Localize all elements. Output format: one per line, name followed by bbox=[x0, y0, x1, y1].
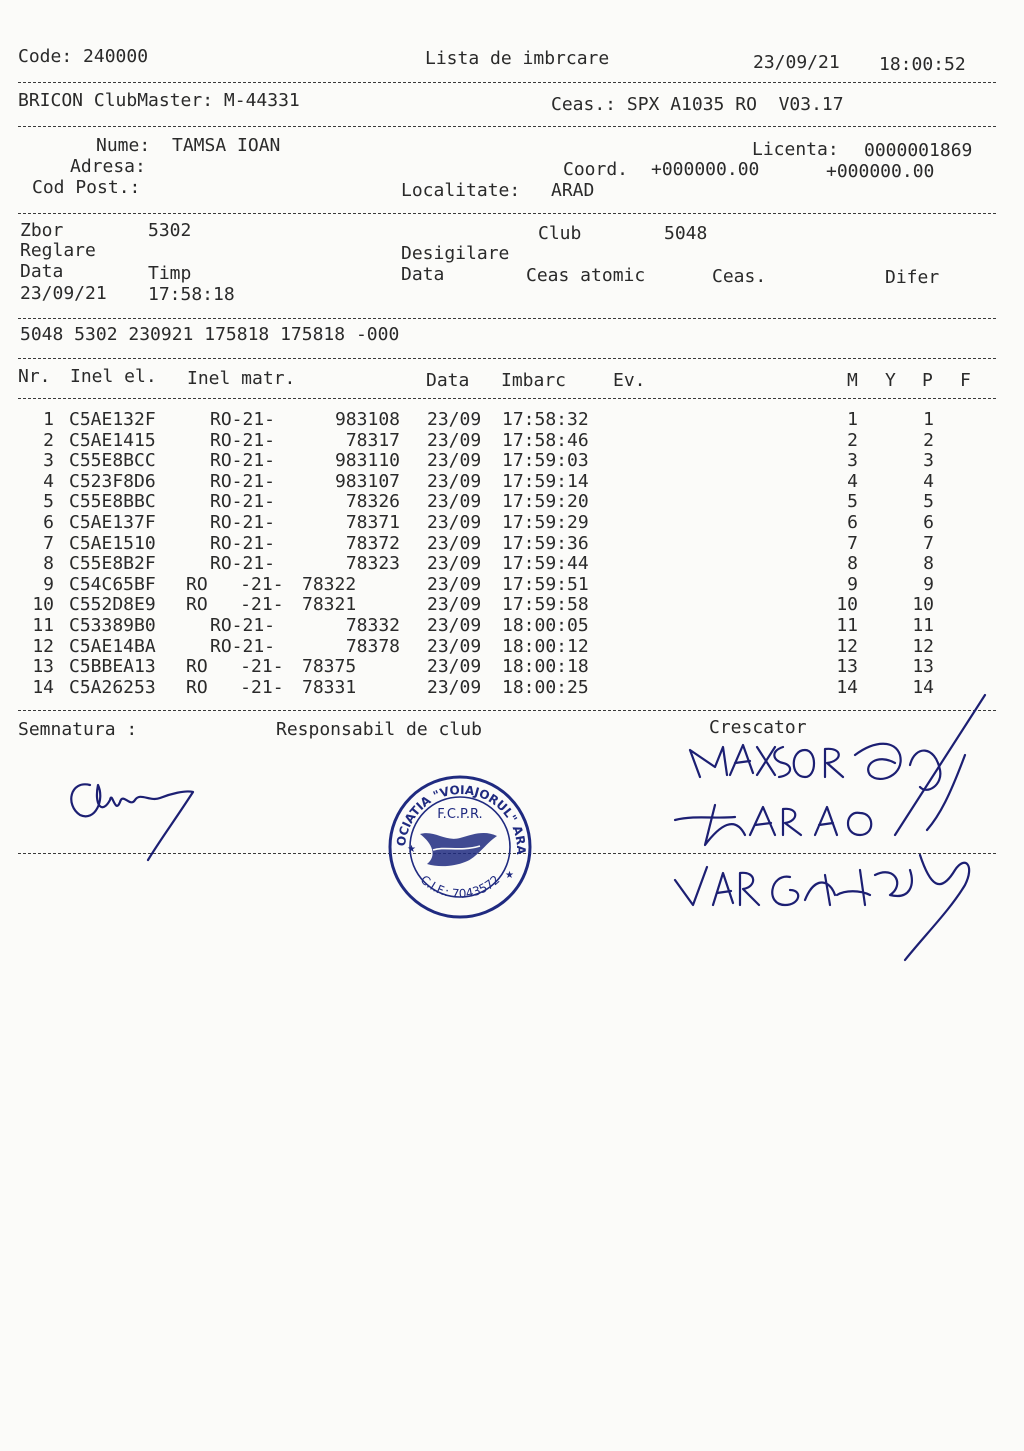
row-number: 5 bbox=[43, 491, 54, 512]
ring-number: 78371 bbox=[345, 512, 400, 533]
col-header-imbarc: Imbarc bbox=[501, 370, 567, 391]
row-number: 10 bbox=[32, 594, 54, 615]
difer-label: Difer bbox=[885, 267, 940, 288]
row-number: 12 bbox=[32, 636, 54, 657]
row-number: 14 bbox=[32, 677, 54, 698]
row-number: 7 bbox=[43, 533, 54, 554]
col-header-p: P bbox=[922, 370, 933, 391]
col-p-value: 5 bbox=[923, 491, 934, 512]
col-p-value: 11 bbox=[912, 615, 934, 636]
divider bbox=[18, 358, 996, 359]
col-header-data: Data bbox=[426, 370, 470, 391]
code-label: Code: 240000 bbox=[18, 46, 149, 67]
arrival-date: 23/09 bbox=[427, 656, 482, 677]
zbor-value: 5302 bbox=[148, 220, 192, 241]
arrival-time: 17:59:51 bbox=[502, 574, 589, 595]
ring-electronic: C5A26253 bbox=[69, 677, 156, 698]
ring-electronic: C5AE1415 bbox=[69, 430, 156, 451]
zbor-label: Zbor bbox=[20, 220, 64, 241]
arrival-time: 17:59:36 bbox=[502, 533, 589, 554]
col-m-value: 9 bbox=[847, 574, 858, 595]
col-p-value: 8 bbox=[923, 553, 934, 574]
col-p-value: 4 bbox=[923, 471, 934, 492]
col-header-nr: Nr. bbox=[18, 366, 51, 387]
ring-number: 983108 bbox=[334, 409, 400, 430]
ring-prefix: RO-21- bbox=[210, 512, 276, 533]
ring-number: 983110 bbox=[334, 450, 400, 471]
ring-number: 983107 bbox=[334, 471, 400, 492]
document-title: Lista de imbrcare bbox=[425, 48, 610, 69]
arrival-time: 17:58:32 bbox=[502, 409, 589, 430]
arrival-time: 17:59:44 bbox=[502, 553, 589, 574]
reglare-date: 23/09/21 bbox=[20, 283, 107, 304]
club-label: Club bbox=[538, 223, 582, 244]
arrival-date: 23/09 bbox=[427, 430, 482, 451]
club-value: 5048 bbox=[664, 223, 708, 244]
ring-electronic: C55E8BCC bbox=[69, 450, 156, 471]
club-responsible-label: Responsabil de club bbox=[276, 719, 482, 740]
ring-number: 78317 bbox=[345, 430, 400, 451]
name-label: Nume: bbox=[96, 135, 151, 156]
license-label: Licenta: bbox=[752, 139, 839, 160]
stamp-center-text: F.C.P.R. bbox=[437, 807, 483, 822]
summary-line: 5048 5302 230921 175818 175818 -000 bbox=[20, 324, 400, 345]
ring-prefix: RO-21- bbox=[210, 636, 276, 657]
ring-prefix: RO -21- bbox=[186, 574, 284, 595]
ring-prefix: RO-21- bbox=[210, 615, 276, 636]
arrival-time: 18:00:25 bbox=[502, 677, 589, 698]
ring-number: 78332 bbox=[345, 615, 400, 636]
divider bbox=[18, 126, 996, 127]
arrival-time: 17:59:03 bbox=[502, 450, 589, 471]
col-p-value: 14 bbox=[912, 677, 934, 698]
col-p-value: 10 bbox=[912, 594, 934, 615]
breeder-label: Crescator bbox=[709, 717, 807, 738]
arrival-time: 17:59:58 bbox=[502, 594, 589, 615]
arrival-date: 23/09 bbox=[427, 450, 482, 471]
signature-label: Semnatura : bbox=[18, 719, 138, 740]
row-number: 13 bbox=[32, 656, 54, 677]
svg-text:★: ★ bbox=[505, 870, 514, 881]
svg-text:★: ★ bbox=[407, 844, 416, 855]
header-date: 23/09/21 bbox=[753, 52, 840, 73]
ring-electronic: C5AE137F bbox=[69, 512, 156, 533]
arrival-time: 17:59:29 bbox=[502, 512, 589, 533]
ring-electronic: C523F8D6 bbox=[69, 471, 156, 492]
address-label: Adresa: bbox=[70, 156, 146, 177]
col-m-value: 13 bbox=[836, 656, 858, 677]
stamp-top-text: ASOCIATIA "VOIAJORUL" ARAD bbox=[380, 761, 529, 855]
divider bbox=[18, 82, 996, 83]
ring-electronic: C54C65BF bbox=[69, 574, 156, 595]
divider bbox=[18, 318, 996, 319]
breeder-handwriting bbox=[665, 695, 1000, 965]
ring-prefix: RO-21- bbox=[210, 409, 276, 430]
col-header-y: Y bbox=[885, 370, 896, 391]
system-label: BRICON ClubMaster: M-44331 bbox=[18, 90, 300, 111]
ring-number: 78375 bbox=[302, 656, 357, 677]
col-p-value: 12 bbox=[912, 636, 934, 657]
clock-label: Ceas.: SPX A1035 RO V03.17 bbox=[551, 94, 844, 115]
ring-prefix: RO -21- bbox=[186, 656, 284, 677]
stamp-bottom-text: C.I.F.: 7043572 bbox=[417, 872, 503, 901]
ring-number: 78326 bbox=[345, 491, 400, 512]
col-m-value: 11 bbox=[836, 615, 858, 636]
arrival-date: 23/09 bbox=[427, 615, 482, 636]
coord-y: +000000.00 bbox=[826, 161, 935, 182]
col-m-value: 14 bbox=[836, 677, 858, 698]
arrival-time: 17:58:46 bbox=[502, 430, 589, 451]
col-header-m: M bbox=[847, 370, 858, 391]
postcode-label: Cod Post.: bbox=[32, 177, 141, 198]
ring-number: 78378 bbox=[345, 636, 400, 657]
arrival-date: 23/09 bbox=[427, 471, 482, 492]
col-header-inel-el: Inel el. bbox=[70, 366, 157, 387]
col-m-value: 1 bbox=[847, 409, 858, 430]
arrival-time: 18:00:12 bbox=[502, 636, 589, 657]
ring-prefix: RO-21- bbox=[210, 471, 276, 492]
row-number: 4 bbox=[43, 471, 54, 492]
ring-electronic: C55E8B2F bbox=[69, 553, 156, 574]
signature-scribble bbox=[60, 760, 210, 870]
ring-prefix: RO-21- bbox=[210, 430, 276, 451]
reglare-label: Reglare bbox=[20, 240, 96, 261]
timp-label: Timp bbox=[148, 263, 192, 284]
divider bbox=[18, 213, 996, 214]
ring-prefix: RO-21- bbox=[210, 450, 276, 471]
col-m-value: 7 bbox=[847, 533, 858, 554]
arrival-date: 23/09 bbox=[427, 512, 482, 533]
ceas-label: Ceas. bbox=[712, 266, 767, 287]
ring-number: 78372 bbox=[345, 533, 400, 554]
row-number: 2 bbox=[43, 430, 54, 451]
arrival-date: 23/09 bbox=[427, 553, 482, 574]
col-header-ev: Ev. bbox=[613, 370, 646, 391]
arrival-time: 18:00:05 bbox=[502, 615, 589, 636]
col-header-f: F bbox=[960, 370, 971, 391]
locality-value: ARAD bbox=[551, 180, 595, 201]
col-m-value: 10 bbox=[836, 594, 858, 615]
col-p-value: 13 bbox=[912, 656, 934, 677]
coord-label: Coord. bbox=[563, 159, 629, 180]
data2-label: Data bbox=[401, 264, 445, 285]
ring-electronic: C5AE132F bbox=[69, 409, 156, 430]
arrival-date: 23/09 bbox=[427, 409, 482, 430]
ring-prefix: RO -21- bbox=[186, 594, 284, 615]
arrival-date: 23/09 bbox=[427, 491, 482, 512]
col-p-value: 2 bbox=[923, 430, 934, 451]
arrival-date: 23/09 bbox=[427, 533, 482, 554]
col-m-value: 4 bbox=[847, 471, 858, 492]
ring-electronic: C552D8E9 bbox=[69, 594, 156, 615]
coord-x: +000000.00 bbox=[651, 159, 760, 180]
row-number: 6 bbox=[43, 512, 54, 533]
license-value: 0000001869 bbox=[864, 140, 973, 161]
locality-label: Localitate: bbox=[401, 180, 521, 201]
col-p-value: 1 bbox=[923, 409, 934, 430]
col-m-value: 5 bbox=[847, 491, 858, 512]
col-p-value: 7 bbox=[923, 533, 934, 554]
ring-number: 78322 bbox=[302, 574, 357, 595]
row-number: 9 bbox=[43, 574, 54, 595]
col-m-value: 12 bbox=[836, 636, 858, 657]
ceas-atomic-label: Ceas atomic bbox=[526, 265, 646, 286]
club-stamp bbox=[380, 761, 535, 922]
row-number: 8 bbox=[43, 553, 54, 574]
col-m-value: 3 bbox=[847, 450, 858, 471]
arrival-date: 23/09 bbox=[427, 594, 482, 615]
header-time: 18:00:52 bbox=[879, 54, 966, 75]
col-header-inel-matr: Inel matr. bbox=[187, 368, 296, 389]
ring-electronic: C5AE14BA bbox=[69, 636, 156, 657]
col-m-value: 2 bbox=[847, 430, 858, 451]
data-label: Data bbox=[20, 261, 64, 282]
ring-prefix: RO -21- bbox=[186, 677, 284, 698]
arrival-time: 18:00:18 bbox=[502, 656, 589, 677]
col-m-value: 8 bbox=[847, 553, 858, 574]
desigilare-label: Desigilare bbox=[401, 243, 510, 264]
ring-number: 78321 bbox=[302, 594, 357, 615]
ring-electronic: C5AE1510 bbox=[69, 533, 156, 554]
row-number: 11 bbox=[32, 615, 54, 636]
ring-number: 78331 bbox=[302, 677, 357, 698]
ring-prefix: RO-21- bbox=[210, 553, 276, 574]
name-value: TAMSA IOAN bbox=[172, 135, 281, 156]
ring-prefix: RO-21- bbox=[210, 491, 276, 512]
col-m-value: 6 bbox=[847, 512, 858, 533]
arrival-date: 23/09 bbox=[427, 677, 482, 698]
arrival-date: 23/09 bbox=[427, 574, 482, 595]
col-p-value: 9 bbox=[923, 574, 934, 595]
col-p-value: 6 bbox=[923, 512, 934, 533]
arrival-time: 17:59:14 bbox=[502, 471, 589, 492]
ring-electronic: C53389B0 bbox=[69, 615, 156, 636]
ring-electronic: C5BBEA13 bbox=[69, 656, 156, 677]
divider bbox=[18, 398, 996, 399]
ring-number: 78323 bbox=[345, 553, 400, 574]
reglare-time: 17:58:18 bbox=[148, 284, 235, 305]
row-number: 1 bbox=[43, 409, 54, 430]
ring-prefix: RO-21- bbox=[210, 533, 276, 554]
arrival-date: 23/09 bbox=[427, 636, 482, 657]
svg-text:C.I.F.: 7043572 bbox=[418, 873, 503, 901]
row-number: 3 bbox=[43, 450, 54, 471]
arrival-time: 17:59:20 bbox=[502, 491, 589, 512]
ring-electronic: C55E8BBC bbox=[69, 491, 156, 512]
col-p-value: 3 bbox=[923, 450, 934, 471]
